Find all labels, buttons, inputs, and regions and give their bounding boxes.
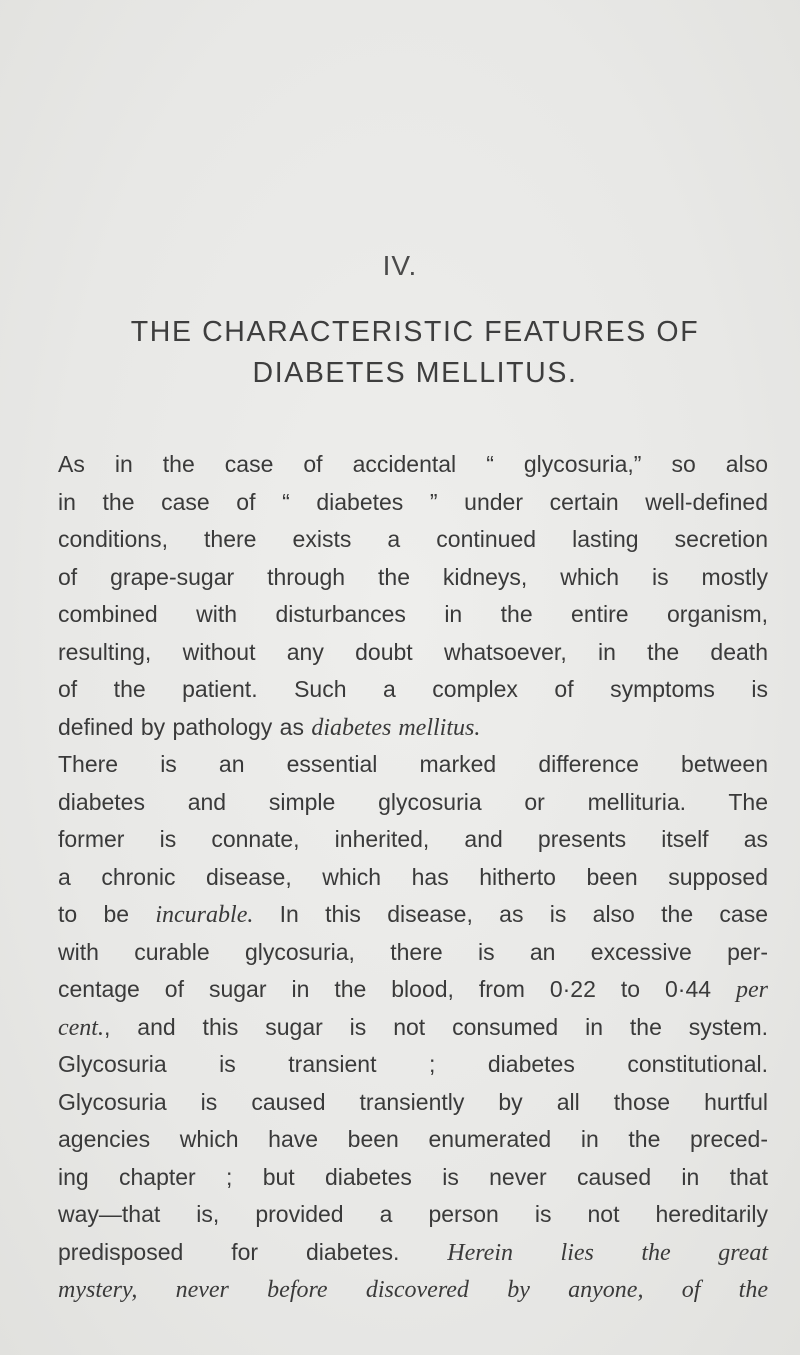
text-run: a chronic disease, which has hitherto been supposed — [58, 863, 768, 890]
italic-text: incurable. — [155, 902, 254, 928]
text-run: in the case of “ diabetes ” under certain well-defined — [58, 488, 768, 515]
text-run: way—that is, provided a person is not hereditarily — [58, 1201, 768, 1227]
italic-text: cent. — [58, 1014, 104, 1041]
text-run: agencies which have been enumerated in the preced- — [58, 1126, 768, 1152]
text-run: of grape-sugar through the kidneys, which is mostly — [58, 563, 768, 590]
text-line — [58, 784, 768, 822]
text-line — [58, 1159, 768, 1197]
italic-text: Herein lies the great — [447, 1239, 769, 1266]
text-run: Glycosuria is caused transiently by all those hurtful — [58, 1088, 768, 1115]
text-run: resulting, without any doubt whatsoever, in the death — [58, 638, 768, 665]
text-line — [58, 859, 768, 897]
text-line — [58, 484, 768, 522]
text-line — [58, 821, 768, 859]
italic-text: diabetes mellitus. — [311, 714, 481, 741]
chapter-title-line-1: THE CHARACTERISTIC FEATURES OF — [130, 316, 700, 348]
text-line — [58, 746, 768, 784]
text-line — [58, 1234, 768, 1272]
text-run: ing chapter ; but diabetes is never caused in that — [58, 1163, 768, 1190]
text-run: conditions, there exists a continued lasting secretion — [58, 526, 768, 552]
chapter-title-line-2: DIABETES MELLITUS. — [252, 357, 578, 389]
text-line — [58, 446, 768, 484]
text-line — [58, 521, 768, 559]
text-run: combined with disturbances in the entire organism, — [58, 601, 768, 627]
text-line — [58, 1009, 768, 1047]
text-run: There is an essential marked difference between — [58, 751, 768, 777]
text-line — [58, 896, 768, 934]
text-run: former is connate, inherited, and presents itself as — [58, 826, 768, 852]
text-line — [58, 1271, 768, 1309]
chapter-numeral: IV. — [382, 250, 418, 281]
text-line — [58, 1046, 768, 1084]
text-run: Glycosuria is transient ; diabetes constitutional. — [58, 1051, 768, 1077]
text-line — [58, 709, 768, 747]
text-line — [58, 1121, 768, 1159]
text-run: of the patient. Such a complex of symptoms is — [58, 676, 768, 702]
text-run: In this disease, as is also the case — [253, 901, 768, 927]
text-run: diabetes and simple glycosuria or mellituria. The — [58, 788, 768, 815]
text-line — [58, 634, 768, 672]
text-run: defined by pathology as — [58, 713, 312, 740]
text-line — [58, 934, 768, 972]
text-line — [58, 559, 768, 597]
text-run: to be — [58, 901, 156, 927]
text-run: with curable glycosuria, there is an excessive per- — [58, 938, 768, 965]
chapter-title — [60, 312, 770, 394]
text-line — [58, 671, 768, 709]
text-line — [58, 1084, 768, 1122]
text-line — [58, 596, 768, 634]
text-run: As in the case of accidental “ glycosuria,” so also — [58, 451, 768, 477]
text-run: centage of sugar in the blood, from 0·22 to 0·44 — [58, 976, 736, 1002]
italic-text: per — [736, 977, 768, 1003]
text-run: predisposed for diabetes. — [58, 1238, 448, 1265]
text-line — [58, 1196, 768, 1234]
italic-text: mystery, never before discovered by anyone, of the — [58, 1277, 768, 1303]
body-text — [58, 446, 768, 1309]
text-line — [58, 971, 768, 1009]
text-run: , and this sugar is not consumed in the system. — [103, 1013, 768, 1040]
